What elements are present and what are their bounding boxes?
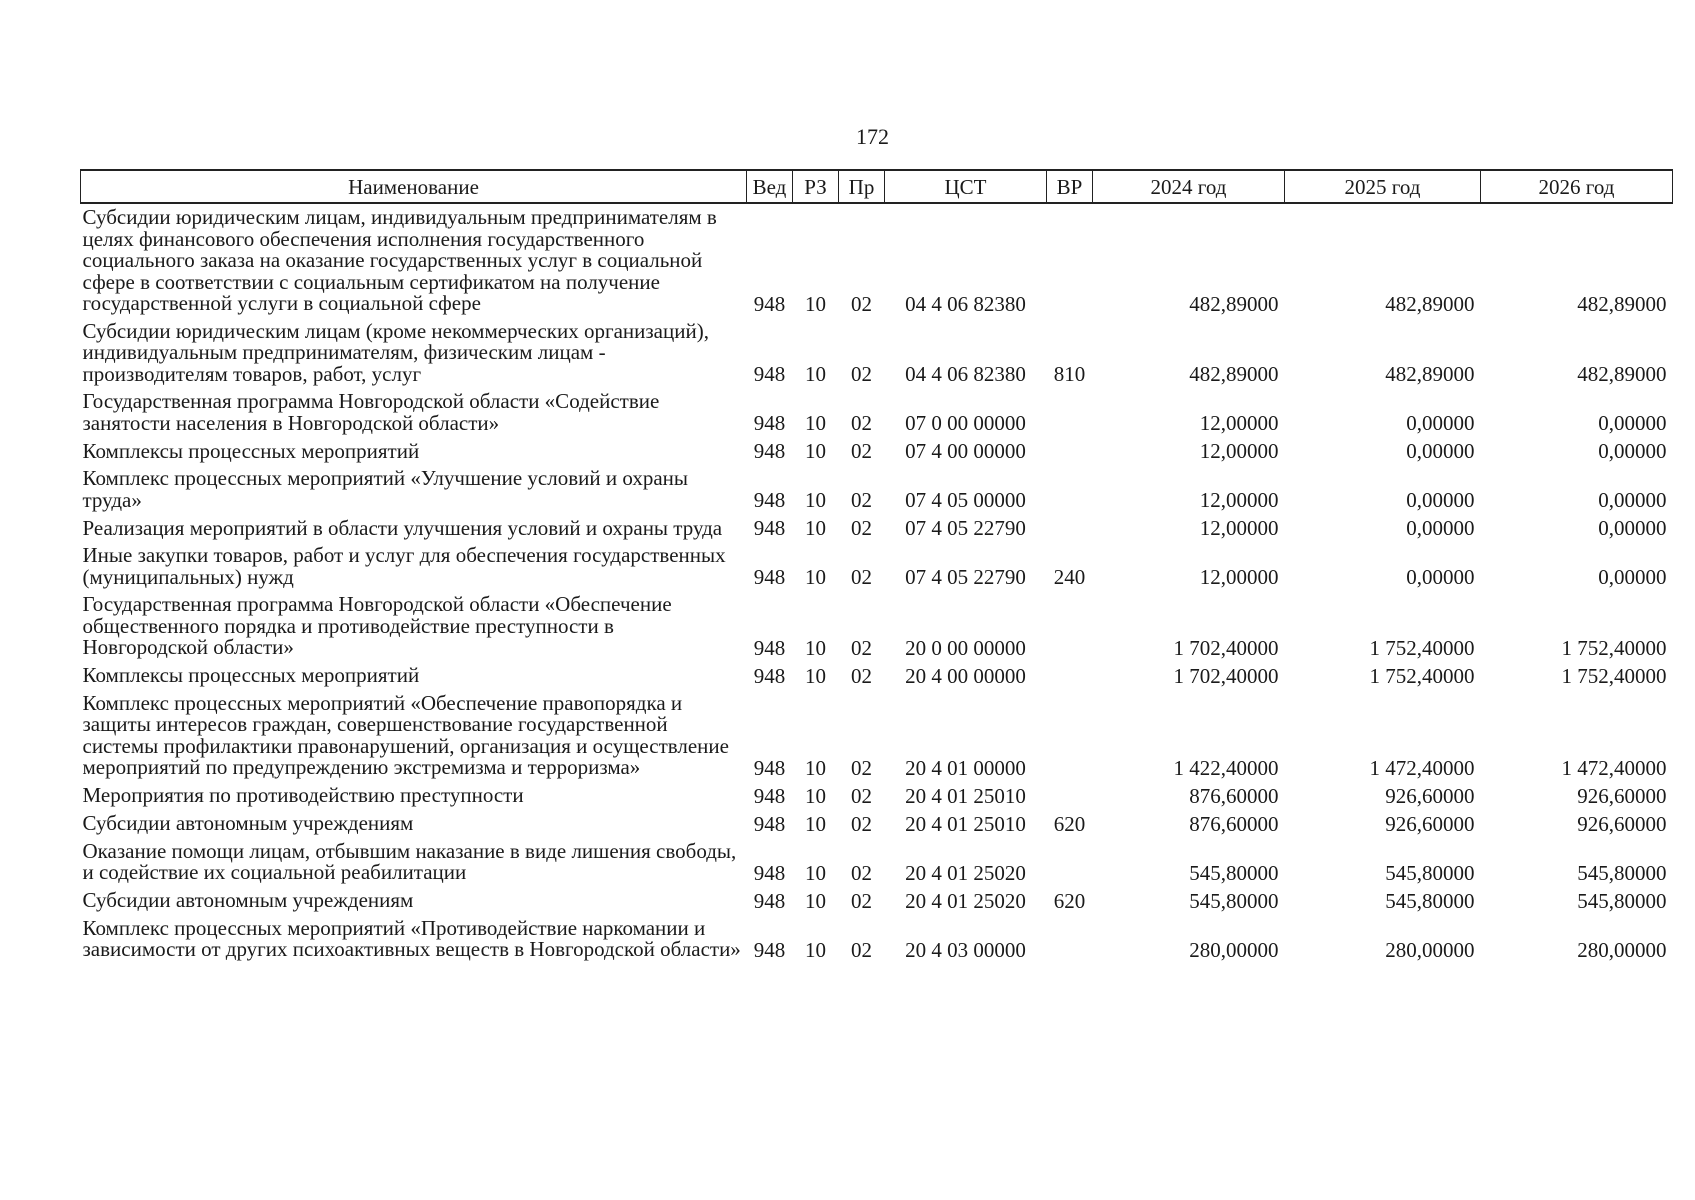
row-vr: [1047, 388, 1093, 437]
row-rz: 10: [805, 565, 826, 589]
row-vr: [1047, 591, 1093, 662]
budget-table: [80, 169, 1673, 964]
table-row: [81, 591, 1673, 662]
row-2024: 12,00000: [1199, 565, 1279, 589]
row-rz: 10: [805, 937, 826, 962]
row-2025: 482,89000: [1385, 291, 1475, 316]
row-pr: 02: [851, 565, 872, 589]
row-cst: 07 4 05 00000: [905, 488, 1026, 512]
row-2025: 926,60000: [1385, 783, 1475, 808]
row-vr: 810: [1053, 362, 1086, 386]
row-pr: 02: [851, 635, 872, 660]
row-ved: 948: [753, 860, 786, 885]
row-cst: 20 4 01 25020: [905, 860, 1026, 885]
page-number: 172: [856, 124, 889, 149]
row-2024: 545,80000: [1189, 860, 1279, 885]
row-vr: 620: [1053, 888, 1086, 913]
row-ved: 948: [753, 516, 786, 540]
row-ved: 948: [753, 291, 786, 316]
table-row: [81, 318, 1673, 389]
row-cst: 07 4 05 22790: [905, 565, 1026, 589]
row-ved: 948: [753, 362, 786, 386]
header-row: [81, 170, 1673, 203]
table-row: [81, 203, 1673, 318]
row-pr: 02: [851, 516, 872, 540]
row-ved: 948: [753, 565, 786, 589]
row-vr: [1047, 690, 1093, 782]
row-2026: 1 752,40000: [1561, 635, 1667, 660]
row-vr: [1047, 662, 1093, 690]
row-2025: 926,60000: [1385, 811, 1475, 836]
row-pr: 02: [851, 663, 872, 688]
row-cst: 20 4 01 25010: [905, 811, 1026, 836]
table-row: [81, 810, 1673, 838]
row-vr: 620: [1053, 811, 1086, 836]
row-2026: 0,00000: [1598, 565, 1667, 589]
row-cst: 20 4 03 00000: [905, 937, 1026, 962]
header-2026: 2026 год: [1481, 170, 1673, 203]
row-rz: 10: [805, 888, 826, 913]
row-cst: 20 0 00 00000: [905, 635, 1026, 660]
header-2025: 2025 год: [1285, 170, 1481, 203]
row-ved: 948: [753, 663, 786, 688]
row-rz: 10: [805, 516, 826, 540]
row-rz: 10: [805, 635, 826, 660]
row-2024: 482,89000: [1189, 362, 1279, 386]
row-2025: 545,80000: [1385, 860, 1475, 885]
table-row: [81, 838, 1673, 887]
row-2024: 1 702,40000: [1173, 663, 1279, 688]
row-2026: 926,60000: [1577, 783, 1667, 808]
row-name: Оказание помощи лицам, отбывшим наказание в виде лишения свободы, и содействие их социальной реабилитации: [82, 838, 737, 884]
row-rz: 10: [805, 663, 826, 688]
row-2025: 1 472,40000: [1369, 755, 1475, 780]
row-pr: 02: [851, 860, 872, 885]
row-ved: 948: [753, 811, 786, 836]
row-cst: 20 4 01 00000: [905, 755, 1026, 780]
row-rz: 10: [805, 783, 826, 808]
row-cst: 04 4 06 82380: [905, 291, 1026, 316]
row-ved: 948: [753, 937, 786, 962]
table-row: [81, 437, 1673, 465]
row-ved: 948: [753, 888, 786, 913]
table-row: [81, 465, 1673, 514]
row-pr: 02: [851, 888, 872, 913]
row-2026: 0,00000: [1598, 516, 1667, 540]
row-2026: 926,60000: [1577, 811, 1667, 836]
header-ved: Вед: [747, 170, 793, 203]
row-2026: 1 752,40000: [1561, 663, 1667, 688]
row-2024: 12,00000: [1199, 439, 1279, 463]
row-ved: 948: [753, 755, 786, 780]
row-2026: 0,00000: [1598, 439, 1667, 463]
row-vr: [1047, 203, 1093, 318]
row-ved: 948: [753, 488, 786, 512]
row-2024: 482,89000: [1189, 291, 1279, 316]
table-row: [81, 915, 1673, 964]
row-vr: [1047, 915, 1093, 964]
row-ved: 948: [753, 635, 786, 660]
table-row: [81, 542, 1673, 591]
row-pr: 02: [851, 411, 872, 435]
row-pr: 02: [851, 488, 872, 512]
row-rz: 10: [805, 488, 826, 512]
row-rz: 10: [805, 439, 826, 463]
row-pr: 02: [851, 439, 872, 463]
table-row: [81, 662, 1673, 690]
row-rz: 10: [805, 411, 826, 435]
row-2024: 1 422,40000: [1173, 755, 1279, 780]
row-2026: 0,00000: [1598, 488, 1667, 512]
row-pr: 02: [851, 362, 872, 386]
row-name: Субсидии юридическим лицам (кроме некоммерческих организаций), индивидуальным предпринимателям, физическим лицам - производителям товаров, работ, услуг: [82, 318, 709, 386]
table-row: [81, 514, 1673, 542]
row-2025: 0,00000: [1406, 411, 1475, 435]
row-rz: 10: [805, 755, 826, 780]
row-cst: 07 4 05 22790: [905, 516, 1026, 540]
row-name: Реализация мероприятий в области улучшения условий и охраны труда: [82, 515, 723, 540]
row-vr: [1047, 437, 1093, 465]
row-name: Комплекс процессных мероприятий «Противодействие наркомании и зависимости от других психоактивных веществ в Новгородской области»: [82, 915, 741, 961]
row-2026: 0,00000: [1598, 411, 1667, 435]
table-row: [81, 388, 1673, 437]
table-body: [81, 203, 1673, 964]
table-header: [81, 170, 1673, 203]
row-2026: 280,00000: [1577, 937, 1667, 962]
row-2024: 12,00000: [1199, 488, 1279, 512]
row-ved: 948: [753, 411, 786, 435]
row-pr: 02: [851, 755, 872, 780]
table-row: [81, 782, 1673, 810]
row-pr: 02: [851, 937, 872, 962]
row-ved: 948: [753, 783, 786, 808]
row-cst: 04 4 06 82380: [905, 362, 1026, 386]
row-2026: 482,89000: [1577, 291, 1667, 316]
row-2026: 1 472,40000: [1561, 755, 1667, 780]
row-cst: 20 4 00 00000: [905, 663, 1026, 688]
row-name: Комплексы процессных мероприятий: [82, 438, 420, 463]
row-rz: 10: [805, 860, 826, 885]
table-row: [81, 690, 1673, 782]
row-2024: 876,60000: [1189, 811, 1279, 836]
header-rz: РЗ: [793, 170, 839, 203]
row-2025: 545,80000: [1385, 888, 1475, 913]
row-2024: 876,60000: [1189, 783, 1279, 808]
header-2024: 2024 год: [1093, 170, 1285, 203]
row-2026: 482,89000: [1577, 362, 1667, 386]
row-2025: 1 752,40000: [1369, 635, 1475, 660]
row-name: Субсидии юридическим лицам, индивидуальным предпринимателям в целях финансового обеспечения исполнения государственного социального заказа на оказание государственных услуг в социальной сфере в соответствии с социальным сертификатом на получение государственной услуги в социальной сфере: [82, 205, 717, 315]
row-pr: 02: [851, 291, 872, 316]
row-2025: 0,00000: [1406, 516, 1475, 540]
row-2024: 12,00000: [1199, 516, 1279, 540]
row-name: Государственная программа Новгородской области «Обеспечение общественного порядка и противодействие преступности в Новгородской области»: [82, 592, 672, 659]
row-name: Государственная программа Новгородской области «Содействие занятости населения в Новгородской области»: [82, 389, 660, 435]
row-cst: 07 4 00 00000: [905, 439, 1026, 463]
row-rz: 10: [805, 811, 826, 836]
row-2026: 545,80000: [1577, 860, 1667, 885]
row-pr: 02: [851, 783, 872, 808]
header-cst: ЦСТ: [885, 170, 1047, 203]
row-2025: 1 752,40000: [1369, 663, 1475, 688]
row-name: Субсидии автономным учреждениям: [82, 811, 414, 835]
row-vr: [1047, 514, 1093, 542]
row-cst: 20 4 01 25010: [905, 783, 1026, 808]
row-2025: 0,00000: [1406, 488, 1475, 512]
row-rz: 10: [805, 291, 826, 316]
row-cst: 07 0 00 00000: [905, 411, 1026, 435]
row-rz: 10: [805, 362, 826, 386]
row-2024: 280,00000: [1189, 937, 1279, 962]
row-name: Комплекс процессных мероприятий «Обеспечение правопорядка и защиты интересов граждан, совершенствование государственной системы профилактики правонарушений, организация и осуществление мероприятий по предупреждению экстремизма и терроризма»: [82, 690, 729, 779]
row-2025: 0,00000: [1406, 439, 1475, 463]
row-cst: 20 4 01 25020: [905, 888, 1026, 913]
row-vr: [1047, 838, 1093, 887]
row-2024: 12,00000: [1199, 411, 1279, 435]
row-2025: 482,89000: [1385, 362, 1475, 386]
header-vr: ВР: [1047, 170, 1093, 203]
row-name: Мероприятия по противодействию преступности: [82, 783, 524, 807]
row-name: Иные закупки товаров, работ и услуг для обеспечения государственных (муниципальных) нужд: [82, 543, 726, 589]
row-2024: 545,80000: [1189, 888, 1279, 913]
header-name: Наименование: [81, 170, 747, 203]
header-pr: Пр: [839, 170, 885, 203]
row-name: Субсидии автономным учреждениям: [82, 888, 414, 912]
row-vr: [1047, 465, 1093, 514]
row-name: Комплекс процессных мероприятий «Улучшение условий и охраны труда»: [82, 466, 689, 512]
row-ved: 948: [753, 439, 786, 463]
row-2024: 1 702,40000: [1173, 635, 1279, 660]
row-name: Комплексы процессных мероприятий: [82, 663, 420, 687]
row-vr: [1047, 782, 1093, 810]
row-vr: 240: [1053, 565, 1086, 589]
row-2026: 545,80000: [1577, 888, 1667, 913]
row-pr: 02: [851, 811, 872, 836]
row-2025: 280,00000: [1385, 937, 1475, 962]
table-row: [81, 887, 1673, 915]
row-2025: 0,00000: [1406, 565, 1475, 589]
